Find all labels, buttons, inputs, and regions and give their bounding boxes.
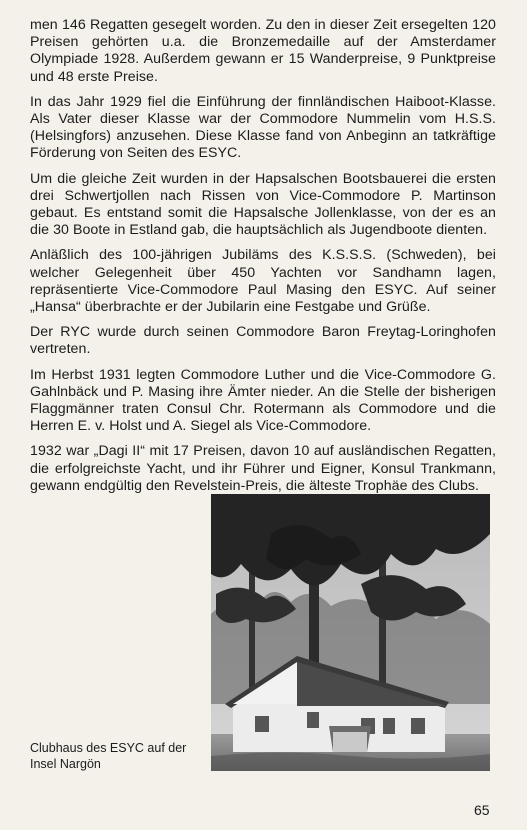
paragraph-2: In das Jahr 1929 fiel die Einführung der finnländischen Haiboot-Klasse. Als Vater dieser Klasse war der Commodore Nummelin vom H.S.S. (Helsingfors) anzusehen. Diese Klasse fand von Anbeginn an tatkräftige Förderung von Seiten des ESYC. bbox=[30, 93, 496, 162]
paragraph-4: Anläßlich des 100-jährigen Jubiläms des K.S.S.S. (Schweden), bei welcher Gelegenheit über 450 Yachten vor Sandhamn lagen, repräsentierte Vice-Commodore Paul Masing den ESYC. Auf seiner „Hansa“ überbrachte er der Jubilarin eine Festgabe und Grüße. bbox=[30, 247, 496, 316]
paragraph-7: 1932 war „Dagi II“ mit 17 Preisen, davon 10 auf ausländischen Regatten, die erfolgreichste Yacht, und ihr Führer und Eigner, Konsul Trankmann, gewann endgültig den Revelstein-Preis, die älteste Trophäe des Clubs. bbox=[30, 443, 496, 494]
paragraph-1: men 146 Regatten gesegelt worden. Zu den in dieser Zeit ersegelten 120 Preisen gehörten u.a. die Bronzemedaille auf der Amsterdamer Olympiade 1928. Außerdem gewann er 15 Wanderpreise, 9 Punktpreise und 48 erste Preise. bbox=[30, 17, 496, 85]
clubhouse-photo bbox=[211, 494, 490, 771]
page-text bbox=[30, 17, 496, 503]
page-number: 65 bbox=[474, 802, 490, 818]
paragraph-3: Um die gleiche Zeit wurden in der Hapsalschen Bootsbauerei die ersten drei Schwertjollen nach Rissen von Vice-Commodore P. Martinson gebaut. Es entstand somit die Hapsalsche Jollenklasse, von der es an die 30 Boote in Estland gab, die hauptsächlich als Jugendboote dienten. bbox=[30, 170, 496, 239]
paragraph-6: Im Herbst 1931 legten Commodore Luther und die Vice-Commodore G. Gahlnbäck und P. Masing ihre Ämter nieder. An die Stelle der bisherigen Flaggmänner traten Consul Chr. Rotermann als Commodore und die Herren E. v. Holst und A. Siegel als Vice-Commodore. bbox=[30, 366, 496, 435]
photo-caption: Clubhaus des ESYC auf der Insel Nargön bbox=[30, 741, 187, 771]
paragraph-5: Der RYC wurde durch seinen Commodore Baron Freytag-Loringhofen vertreten. bbox=[30, 324, 496, 358]
